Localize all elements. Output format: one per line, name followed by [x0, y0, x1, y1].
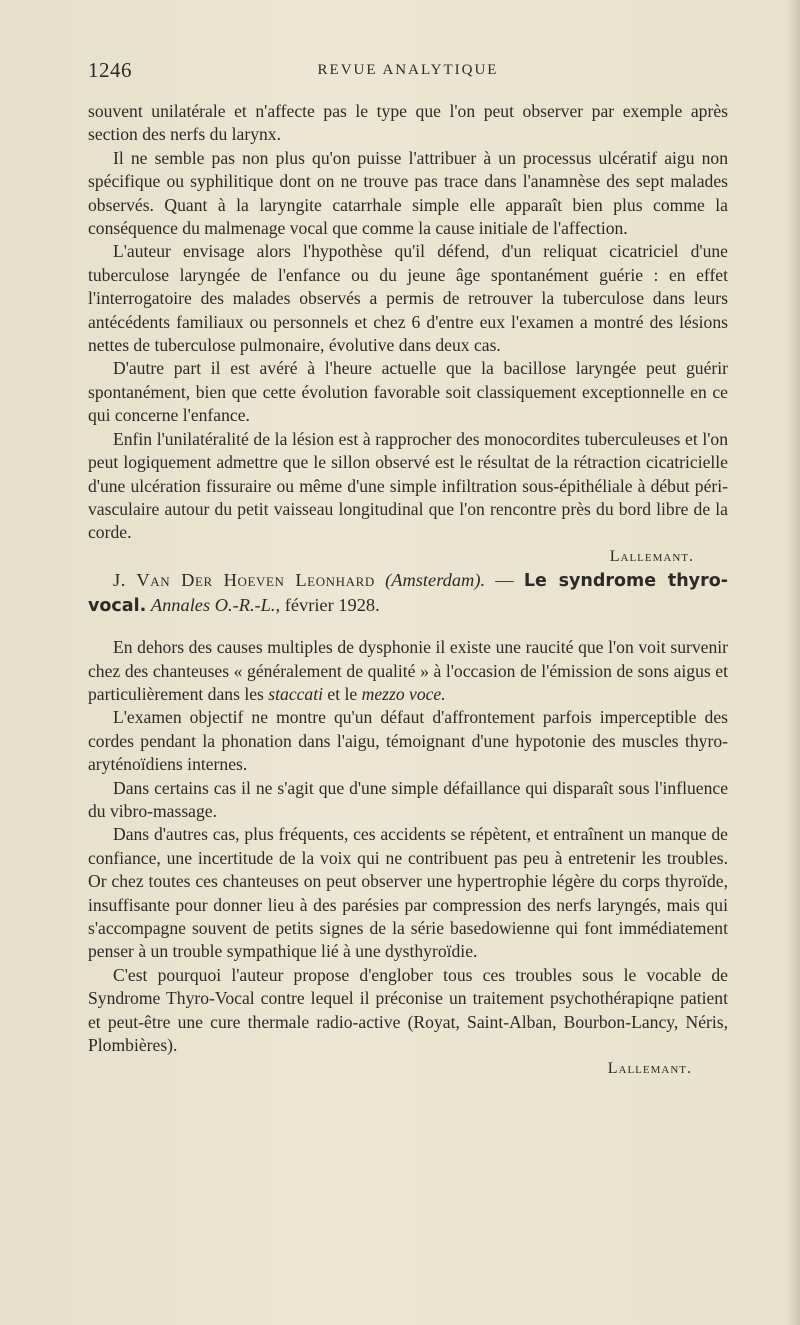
article2-text: et le [323, 683, 362, 704]
article1-signature: Lallemant. [609, 547, 694, 565]
article2-authors: J. Van Der Hoeven Leonhard [113, 570, 375, 591]
article1-paragraph: souvent unilatérale et n'affecte pas le type que l'on peut observer par exemple après section des nerfs du larynx. [88, 101, 728, 145]
article1-paragraph: D'autre part il est avéré à l'heure actuelle que la bacillose laryngée peut guérir spontanément, bien que cette évolution favorable soit classiquement exceptionnelle en ce qui concerne l'enfance. [88, 358, 728, 426]
article2-text: En dehors des causes multiples de dysphonie il existe une raucité que l'on voit survenir chez des chanteuses « généralement de qualité » à l'occasion de l'émission de sons aigus et particulièrement dans les [88, 637, 728, 704]
article2-title: Le syndrome thyro-vocal. [88, 571, 729, 617]
page-header [88, 58, 728, 84]
article2-paragraph: Dans certains cas il ne s'agit que d'une simple défaillance qui disparaît sous l'influence du vibro-massage. [88, 777, 728, 821]
page-number: 1246 [88, 58, 132, 82]
article2-city: (Amsterdam). [385, 570, 486, 591]
spacer [88, 618, 728, 636]
page-edge-shadow [786, 0, 800, 1325]
article2-journal: Annales O.-R.-L., [150, 595, 281, 616]
article1-paragraph: L'auteur envisage alors l'hypothèse qu'il défend, d'un reliquat cicatriciel d'une tuberculose laryngée de l'enfance ou du jeune âge spontanément guérie : en effet l'interrogatoire des malades observés a permis de retrouver la tuberculose dans leurs antécédents familiaux ou personnels et chez 6 d'entre eux l'examen a montré des lésions nettes de tuberculose pulmonaire, évolutive dans deux cas. [88, 241, 728, 356]
article1-paragraph: Enfin l'unilatéralité de la lésion est à rapprocher des monocordites tuberculeuses et l'on peut logiquement admettre que le sillon observé est le résultat de la rétraction cicatricielle d'une ulcération fissuraire ou même d'une simple infiltration sous-épithéliale à début péri-vasculaire autour du petit vaisseau longitudinal que l'on rencontre près du bord libre de la corde. [88, 428, 728, 543]
article2-paragraph [88, 636, 728, 706]
article2-paragraph: L'examen objectif ne montre qu'un défaut d'affrontement parfois imperceptible des cordes pendant la phonation dans l'aigu, témoignant d'une hypotonie des muscles thyro-aryténoïdiens internes. [88, 707, 728, 775]
article2-date: février 1928. [280, 595, 380, 616]
running-title: REVUE ANALYTIQUE [317, 62, 499, 78]
article2-paragraph: Dans d'autres cas, plus fréquents, ces accidents se répètent, et entraînent un manque de confiance, une incertitude de la voix qui ne contribuent pas peu à entretenir les troubles. Or chez toutes ces chanteuses on peut observer une hypertrophie légère du corps thyroïde, insuffisante pour donner lieu à des parésies par compression des nerfs laryngés, mais qui s'accompagne souvent de petits signes de la série basedowienne qui font immédiatement penser à un trouble sympathique lié à une dysthyroïdie. [88, 824, 728, 962]
article2-dash: — [485, 570, 524, 591]
page-body [88, 100, 728, 1081]
article2-italic-term: staccati [268, 683, 324, 704]
article2-italic-term: mezzo voce. [361, 683, 446, 704]
article1-paragraph: Il ne semble pas non plus qu'on puisse l'attribuer à un processus ulcératif aigu non spécifique ou syphilitique dont on ne trouve pas trace dans l'anamnèse des sept malades observés. Quant à la laryngite catarrhale simple elle apparaît bien plus comme la conséquence du malmenage vocal que comme la cause initiale de l'affection. [88, 147, 728, 239]
article2-signature: Lallemant. [607, 1060, 692, 1078]
article2-reference [88, 568, 728, 618]
article2-paragraph: C'est pourquoi l'auteur propose d'englober tous ces troubles sous le vocable de Syndrome Thyro-Vocal contre lequel il préconise un traitement psychothérapiqne patient et peut-être une cure thermale radio-active (Royat, Saint-Alban, Bourbon-Lancy, Néris, Plombières). [88, 964, 728, 1056]
